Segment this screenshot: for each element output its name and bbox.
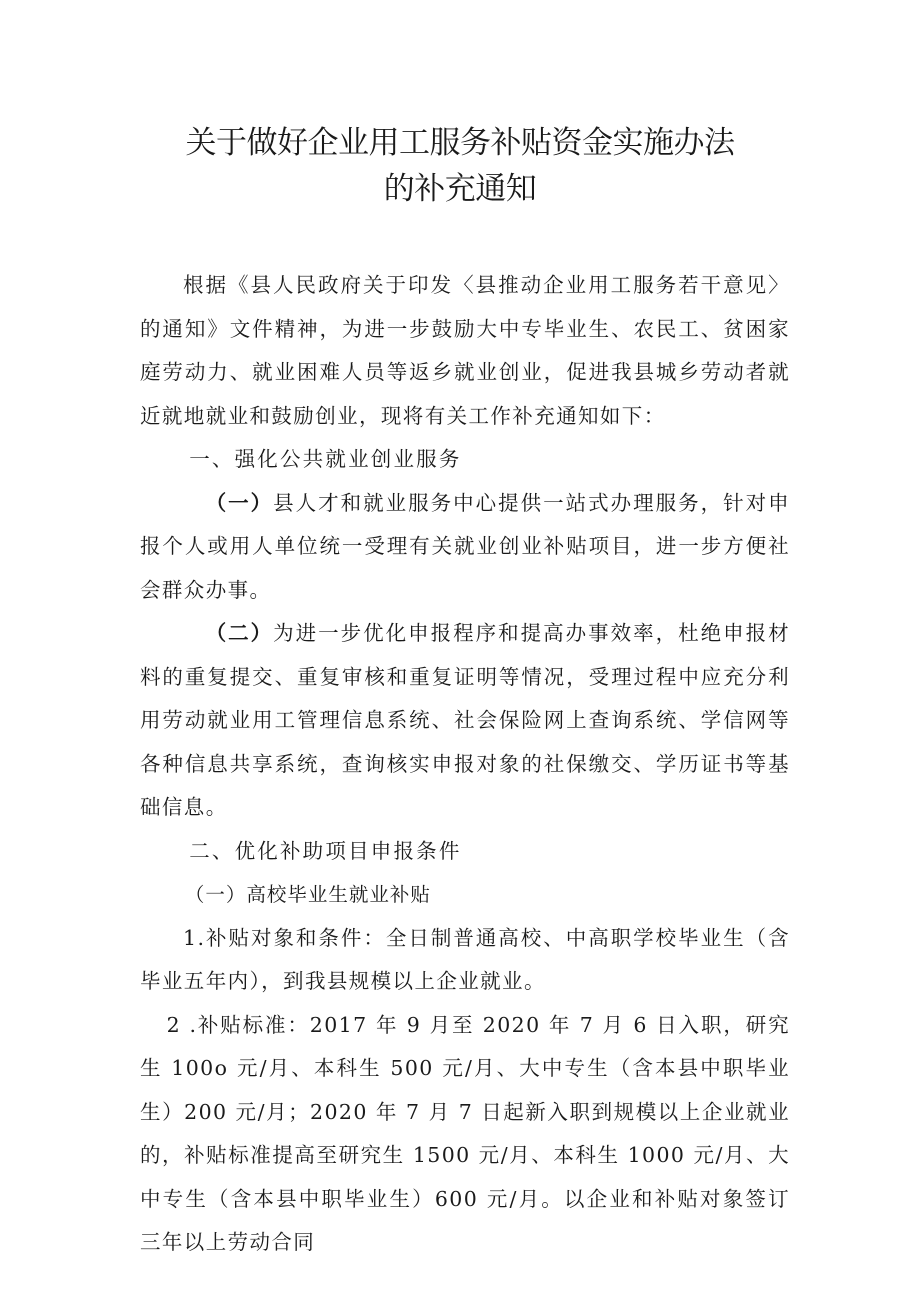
- section-1-item-1: [140, 482, 790, 613]
- section-2-heading: 二、优化补助项目申报条件: [189, 838, 462, 863]
- intro-paragraph: 根据《县人民政府关于印发〈县推动企业用工服务若干意见〉的通知》文件精神，为进一步鼓励大中专毕业生、农民工、贫困家庭劳动力、就业困难人员等返乡就业创业，促进我县城乡劳动者就近就地就业和鼓励创业，现将有关工作补充通知如下：: [140, 273, 790, 428]
- section-1-item-1-text: 县人才和就业服务中心提供一站式办理服务，针对申报个人或用人单位统一受理有关就业创业补贴项目，进一步方便社会群众办事。: [140, 490, 790, 602]
- section-1-heading: 一、强化公共就业创业服务: [189, 447, 462, 471]
- document-title-line-1: 关于做好企业用工服务补贴资金实施办法: [185, 125, 735, 161]
- section-2-point-1: 1.补贴对象和条件：全日制普通高校、中高职学校毕业生（含毕业五年内），到我县规模以上企业就业。: [140, 925, 790, 993]
- section-2-subheading-1: （一）高校毕业生就业补贴: [184, 883, 431, 906]
- section-1-item-1-label: （一）: [205, 490, 274, 515]
- section-1-item-2: [140, 612, 790, 830]
- document-body: [140, 264, 790, 1265]
- document-title-line-2: 的补充通知: [383, 171, 537, 207]
- section-2-point-2: 2 .补贴标准：2017 年 9 月至 2020 年 7 月 6 日入职，研究生 100o 元/月、本科生 500 元/月、大中专生（含本县中职毕业生）200 元/月；2020 年 7 月 7 日起新入职到规模以上企业就业的，补贴标准提高至研究生 1500 元/月、本科生 1000 元/月、大中专生（含本县中职毕业生）600 元/月。以企业和补贴对象签订三年以上劳动合同: [140, 1012, 790, 1254]
- section-1-item-2-text: 为进一步优化申报程序和提高办事效率，杜绝申报材料的重复提交、重复审核和重复证明等情况，受理过程中应充分利用劳动就业用工管理信息系统、社会保险网上查询系统、学信网等各种信息共享系统，查询核实申报对象的社保缴交、学历证书等基础信息。: [140, 621, 790, 819]
- section-1-item-2-label: （二）: [205, 621, 274, 645]
